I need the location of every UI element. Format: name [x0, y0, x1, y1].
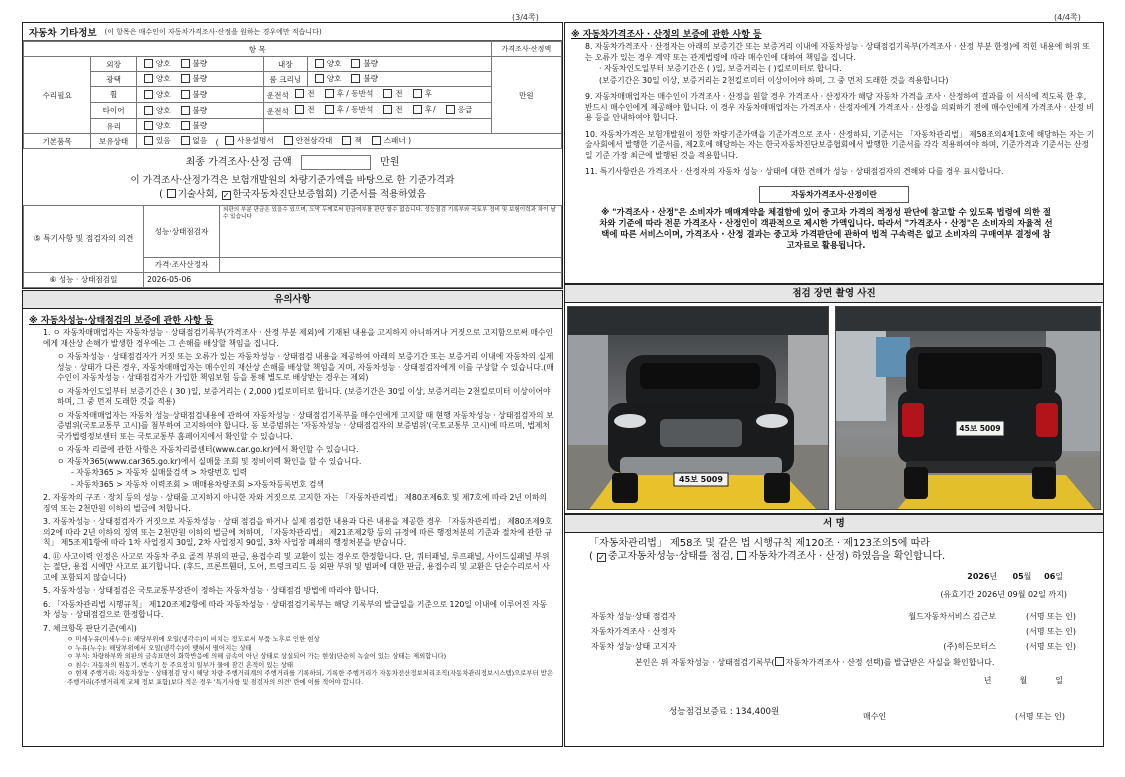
note-item: ㅇ 자동차매매업자는 자동차 성능·상태점검내용에 관하여 자동차성능 · 상태점검기록부를 매수인에게 고지할 때 현행 자동차성능 · 상태점검자의 보증범위(국토교통부 고시)를 첨부하여 고지하여야 합니다. 동 보증범위는 '자동차성능 · 상태점검자의 보증범위'(국토교통부 고시)에 따르며, 법제처 국가법령정보센터 또는 국토교통부 홈페이지에서 확인할 수 있습니다.	[57, 410, 554, 441]
tire-p-rear-checkbox[interactable]	[413, 105, 422, 114]
row-label-tire: 타이어	[91, 103, 137, 119]
other-info-panel	[22, 22, 563, 289]
no-label: 없음	[192, 136, 208, 145]
performance-check-label: 중고자동차성능·상태를 점검,	[607, 551, 734, 562]
note-item: 7. 체크항목 판단기준(예시)	[43, 623, 137, 633]
left-page-number: (3/4쪽)	[512, 13, 539, 22]
receipt-day-unit: 일	[1055, 676, 1063, 685]
row-label-room-cleaning: 룸 크리닝	[263, 72, 307, 87]
criteria-item: ㅇ 현재 주행거리: 자동차성능 · 상태점검 당시 해당 차량 주행거리계의 주행거리를 기록하되, 기록한 주행거리가 자동차전산정보처리조직(자동차관리정보시스템)으로부터 받은 주행거리(주행거리계 교체 정보 포함)보다 적은 경우 '특기사항 및 점검자의 의견' 란에 이를 적어야 합니다.	[67, 669, 554, 686]
price-person-signature[interactable]: (서명 또는 인)	[1026, 627, 1076, 636]
column-price-header: 가격조사·산정액	[491, 42, 561, 57]
basic-items-label: 기본품목	[24, 134, 91, 149]
note-item: 4. ⑪ 사고이력 인정은 사고로 자동차 주요 골격 부위의 판금, 용접수리 및 교환이 있는 경우로 한정합니다. 단, 쿼터패널, 루프패널, 사이드실패널 부위는 절단, 용접 시에만 사고로 표기합니다. (후드, 프론트휀더, 도어, 트렁크리드 등 외판 부위 및 범퍼에 대한 판금, 용접수리 및 교환은 단순수리로서 사고에 포함되지 않습니다)	[43, 551, 550, 582]
spanner-checkbox[interactable]	[372, 136, 381, 145]
notifier-signature[interactable]: (서명 또는 인)	[1026, 642, 1076, 651]
receipt-month-unit: 월	[1019, 676, 1028, 685]
good-label: 양호	[155, 89, 171, 99]
license-plate-front: 45보 5009	[679, 475, 723, 484]
row-label-interior: 내장	[263, 57, 307, 72]
notifier-name: (주)히든모터스	[943, 642, 996, 651]
notes-section-title: ※ 자동차성능·상태점검의 보증에 관한 사항 등	[29, 316, 214, 326]
good-label: 양호	[326, 74, 342, 83]
column-item-header: 항 목	[24, 42, 492, 57]
rear-passenger-label: 후 / 동반석	[336, 89, 374, 98]
criteria-item: ㅇ 침수: 자동차의 원동기, 변속기 등 주요장치 일부가 물에 잠긴 흔적이 있는 상태	[67, 660, 294, 669]
front-label: 전	[395, 105, 403, 114]
price-check-label: 자동차가격조사 · 산정) 하였음을 확인합니다.	[748, 551, 946, 562]
inspector-signature[interactable]: (서명 또는 인)	[1026, 612, 1076, 621]
repair-needed-label: 수리필요	[24, 57, 91, 134]
basis-line-1: 이 가격조사·산정가격은 보험개발원의 차량기준가액을 바탕으로 한 기준가격과	[130, 174, 455, 186]
signers	[591, 609, 1081, 654]
signature-panel	[564, 514, 1104, 747]
price-note-item: 11. 특기사항란은 가격조사 · 산정자의 자동차 성능 · 상태에 대한 견해가 성능 · 상태점검자의 견해와 다를 경우 표시합니다.	[585, 167, 1004, 176]
receipt-date	[984, 675, 1063, 686]
bad-label: 불량	[192, 59, 208, 68]
emergency-label: 응급	[457, 105, 473, 114]
price-checker-note	[220, 257, 562, 272]
note-item: - 자동차365 > 자동차 실매물검색 > 차량번호 입력	[71, 468, 248, 477]
validity-period: (유효기간 2026년 09월 02일 까지)	[940, 590, 1067, 599]
inspection-date-label: ⑥ 성능 · 상태점검일	[24, 272, 144, 287]
price-note-item: (보증기간은 30일 이상, 보증거리는 2천킬로미터 이상이어야 하며, 그 중 먼저 도래한 것을 적용합니다)	[599, 75, 949, 85]
final-price-row	[23, 153, 562, 170]
signer-row	[591, 639, 1081, 654]
yes-label: 있음	[155, 136, 171, 145]
receipt-text-b: 자동차가격조사 · 산정 선택)를 발급받은 사실을 확인합니다.	[785, 658, 995, 667]
year-unit: 년	[989, 572, 998, 581]
note-item: 3. 자동차성능 · 상태점검자가 거짓으로 자동차성능 · 상태 점검을 하거나 실제 점검한 내용과 다른 내용을 제공한 경우 「자동차관리법」 제80조제9호의2에 따라 2년 이하의 징역 또는 2천만원 이하의 벌금에 처하며, 「자동차관리법」 제21조제2항 등의 규정에 따른 행정처분의 기준과 절차에 관한 규칙」 제5조제1항에 따라 1차 사업정지 30일, 2차 사업정지 90일, 3차 사업장 폐쇄의 행정처분을 받습니다.	[43, 517, 553, 547]
signature-paren: (	[589, 551, 593, 562]
license-plate-rear: 45보 5009	[959, 424, 1001, 433]
interior-bad-checkbox[interactable]	[351, 59, 360, 68]
kept-status-label: 보유상태	[91, 134, 137, 149]
note-item: ㅇ 자동차인도일부터 보증기간은 ( 30 )일, 보증거리는 ( 2,000 )킬로미터로 합니다. (보증기간은 30일 이상, 보증거리는 2천킬로미터 이상이어야 하며, 그 중 먼저 도래한 것을 적용)	[57, 386, 551, 406]
wheel-good-checkbox[interactable]	[144, 90, 153, 99]
definition-title: 자동차가격조사·산정이란	[759, 186, 909, 203]
right-page-number: (4/4쪽)	[1054, 13, 1081, 22]
criteria-item: ㅇ 누유(누수): 해당부위에서 오일(냉각수)이 맺혀서 떨어지는 상태	[67, 643, 252, 652]
glass-bad-checkbox[interactable]	[181, 121, 190, 130]
definition-text: ※ "가격조사 · 산정"은 소비자가 매매계약을 체결함에 있어 중고차 가격의 적정성 판단에 참고할 수 있도록 법령에 의한 절차와 기준에 따라 전문 가격조사 · 산정인이 객관적으로 제시한 가액입니다. 따라서 "가격조사 · 산정"은 소비자의 자율적 선택에 따른 서비스이며, 가격조사 · 산정 결과는 중고차 가격판단에 관하여 법적 구속력은 없고 소비자의 구매여부 결정에 참고자료로 활용됩니다.	[599, 206, 1053, 250]
wheel-p-front-checkbox[interactable]	[383, 89, 392, 98]
cleaning-bad-checkbox[interactable]	[351, 74, 360, 83]
note-item: - 자동차365 > 자동차 이력조회 > 매매용차량조회 >자동차등록번호 검색	[71, 479, 324, 489]
date-month: 05	[1012, 572, 1024, 581]
note-item: ㅇ 자동차365(www.car365.go.kr)에서 실매물 조회 및 정비이력 확인을 할 수 있습니다.	[57, 456, 362, 466]
gloss-bad-checkbox[interactable]	[181, 74, 190, 83]
driver-seat-label: 운전석	[266, 91, 289, 100]
back-label: 후	[424, 89, 432, 98]
price-notes-list	[565, 42, 1103, 178]
note-item: ㅇ 자동차 리콜에 관한 사항은 자동차리콜센터(www.car.go.kr)에서 확인할 수 있습니다.	[57, 445, 359, 454]
notes-band-title: 유의사항	[23, 291, 562, 309]
receipt-price-checkbox[interactable]	[775, 657, 784, 666]
kada-checkbox[interactable]: ✓	[222, 190, 230, 200]
tire-emergency-checkbox[interactable]	[446, 105, 455, 114]
basis-paren: (	[159, 188, 163, 200]
criteria-list	[23, 635, 562, 686]
wheel-front-checkbox[interactable]	[295, 89, 304, 98]
jack-checkbox[interactable]	[342, 136, 351, 145]
front-label: 전	[307, 105, 315, 114]
bad-label: 불량	[192, 74, 208, 83]
special-notes-table	[23, 205, 562, 288]
price-checker-label: 가격·조사산정자	[144, 257, 220, 272]
gloss-good-checkbox[interactable]	[144, 74, 153, 83]
month-unit: 월	[1023, 572, 1032, 581]
receipt-year-unit: 년	[983, 676, 992, 685]
signature-date	[967, 571, 1063, 582]
won-unit: 만원	[491, 57, 561, 134]
special-notes-label: ⑤ 특기사항 및 점검자의 의견	[24, 205, 144, 272]
exterior-bad-checkbox[interactable]	[181, 59, 190, 68]
date-year: 2026	[967, 572, 990, 581]
kada-label: 한국자동차진단보증협회) 기준서를 적용하였음	[232, 188, 426, 200]
tire-good-checkbox[interactable]	[144, 106, 153, 115]
manual-label: 사용설명서	[237, 136, 274, 145]
receipt-statement	[635, 657, 994, 668]
price-note-item: 8. 자동차가격조사 · 산정자는 아래의 보증기간 또는 보증거리 이내에 자동차성능 · 상태점검기록부(가격조사 · 산정 부분 한정)에 적힌 내용에 허위 또는 오류가 있는 경우 계약 또는 관계법령에 따라 매수인에 대하여 책임을 집니다.	[585, 42, 1090, 62]
price-warranty-panel	[564, 22, 1104, 284]
glass-good-checkbox[interactable]	[144, 121, 153, 130]
good-label: 양호	[155, 121, 171, 130]
inspector-label: 자동차 성능·상태 점검자	[591, 612, 676, 621]
row-label-glass: 유리	[91, 119, 137, 134]
signature-statement	[565, 533, 1103, 563]
perf-inspector-note: 외판의 부분 판금은 있을수 있으며, 도막 두께로써 판금여부를 판단 할수 없습니다. 성능점검 기록부와 국토부 정비 및 보험이력과 차이 날수 있습니다	[220, 205, 562, 257]
row-label-gloss: 광택	[91, 72, 137, 87]
bad-label: 불량	[363, 59, 379, 68]
inspector-name: 월드자동차서비스 김근보	[908, 612, 996, 621]
signature-line-1: 「자동차관리법」 제58조 및 같은 법 시행규칙 제120조 · 제123조의5에 따라	[589, 538, 930, 549]
price-note-item: · 자동차인도일부터 보증기간은 ( )일, 보증거리는 ( )킬로미터로 합니다.	[599, 64, 842, 73]
row-label-wheel: 휠	[91, 87, 137, 103]
wheel-rear-checkbox[interactable]	[325, 89, 334, 98]
note-item: 1. ㅇ 자동차매매업자는 자동차성능 · 상태점검기록부(가격조사 · 산정 부분 제외)에 기재된 내용을 고지하지 아니하거나 거짓으로 고지함으로써 매수인에게 재산상 손해가 발생한 경우에는 그 손해를 배상할 책임을 집니다.	[43, 328, 554, 348]
inspection-photo-rear	[835, 306, 1101, 510]
spanner-label: 스패너 )	[383, 136, 412, 145]
other-info-table: 항 목 가격조사·산정액 수리필요 외장 양호 불량 내장 양호 불량 만원 광택 양호 불량 룸 크리닝 양호 불량 휠 양호 불량 운전석 전 후 / 동반석 전 후 타이어 양호 불량 운전석 전 후 / 동반석 전 후 / 응급 유리 양호 불량 기본품목 보유상태 있음 없음 ( 사용설명서 안전삼각대 잭 스패너 )	[23, 41, 562, 149]
front-label: 전	[395, 89, 403, 98]
cleaning-good-checkbox[interactable]	[315, 74, 324, 83]
price-note-item: 10. 자동차가격은 보험개발원이 정한 차량기준가액을 기준가격으로 조사 · 산정하되, 기준서는 「자동차관리법」 제58조의4제1호에 해당하는 자는 기술사회에서 발행한 기준서를, 제2호에 해당하는 자는 한국자동차진단보증협회에서 발행한 기준서를 각각 적용하여야 하며, 기준가격과 기준서는 산정일 기준 가장 최근에 발행된 것을 적용합니다.	[585, 129, 1095, 160]
notes-panel	[22, 290, 563, 747]
back-label: 후	[424, 105, 432, 114]
bad-label: 불량	[192, 105, 208, 115]
price-section-title: ※ 자동차가격조사 · 산정의 보증에 관한 사항 등	[571, 30, 762, 40]
basis-statement	[23, 174, 562, 202]
bad-label: 불량	[363, 74, 379, 83]
row-label-exterior: 외장	[91, 57, 137, 72]
good-label: 양호	[155, 105, 171, 115]
signer-row	[591, 624, 1081, 639]
buyer-label: 매수인	[863, 712, 887, 721]
driver-seat-label: 운전석	[266, 107, 289, 116]
triangle-checkbox[interactable]	[284, 136, 293, 145]
items-yes-checkbox[interactable]	[144, 136, 153, 145]
notifier-label: 자동차 성능·상태 고지자	[591, 642, 676, 651]
wheel-p-rear-checkbox[interactable]	[413, 89, 422, 98]
other-info-title: 자동차 기타정보	[29, 27, 97, 39]
interior-good-checkbox[interactable]	[315, 59, 324, 68]
notes-list	[23, 328, 562, 634]
bad-label: 불량	[192, 89, 208, 99]
inspection-photo-front	[567, 306, 829, 510]
warranty-fee: 성능점검보증료 : 134,400원	[669, 707, 780, 717]
criteria-item: ㅇ 미세누유(미세누수): 해당부위에 오일(냉각수)이 비치는 정도로서 부품 노후로 인한 현상	[67, 635, 320, 643]
note-item: ㅇ 자동차성능 · 상태점검자가 거짓 또는 오류가 있는 자동차성능 · 상태점검 내용을 제공하여 아래의 보증기간 또는 보증거리 이내에 자동차의 실제 성능 · 상태가 다른 경우, 자동차매매업자는 매수인의 재산상 손해를 배상할 책임을 지며, 자동차성능 · 상태점검자에게 이를 구상할 수 있습니다.(매수인이 자동차성능 · 상태점검자가 가입한 책임보험 등을 통해 별도로 배상받는 경우는 제외)	[57, 352, 554, 382]
tech-society-label: 기술사회,	[177, 188, 218, 200]
price-person-label: 자동차가격조사 · 산정자	[591, 627, 676, 636]
rear-passenger-label: 후 / 동반석	[336, 105, 374, 114]
tire-p-front-checkbox[interactable]	[383, 105, 392, 114]
performance-check-checkbox[interactable]: ✓	[598, 553, 605, 562]
jack-label: 잭	[354, 136, 362, 145]
note-item: 5. 자동차성능 · 상태점검은 국토교통부장관이 정하는 자동차성능 · 상태점검 방법에 따라야 합니다.	[43, 586, 379, 595]
note-item: 2. 자동차의 구조 · 장치 등의 성능 · 상태를 고지하지 아니한 자와 거짓으로 고지한 자는 「자동차관리법」 제80조제6호 및 제7호에 따라 2년 이하의 징역 또는 2천만원 이하의 벌금에 처합니다.	[43, 493, 548, 513]
triangle-label: 안전삼각대	[295, 136, 333, 145]
final-price-unit: 만원	[380, 157, 400, 168]
wheel-bad-checkbox[interactable]	[181, 90, 190, 99]
day-unit: 일	[1055, 572, 1063, 581]
receipt-text-a: 본인은 위 자동차성능 · 상태점검기록부(	[635, 658, 775, 667]
tire-bad-checkbox[interactable]	[181, 106, 190, 115]
manual-checkbox[interactable]	[225, 136, 234, 145]
bad-label: 불량	[192, 121, 208, 130]
front-label: 전	[307, 89, 315, 98]
final-price-label: 최종 가격조사·산정 금액	[185, 157, 292, 168]
final-price-input[interactable]	[301, 155, 371, 170]
price-note-item: 9. 자동차매매업자는 매수인이 가격조사 · 산정을 원할 경우 가격조사 · 산정자가 해당 자동차 가격을 조사 · 산정하여 결과를 이 서식에 적도록 한 후, 반드시 매수인에게 제공해야 합니다. 이 경우 자동차매매업자는 가격조사 · 산정자에게 가격조사 · 산정을 의뢰하기 전에 매수인에게 가격조사 · 산정 비용 등을 안내하여야 합니다.	[585, 92, 1094, 122]
other-info-subtitle: (이 항목은 매수인이 자동차가격조사·산정을 원하는 경우에만 적습니다)	[104, 27, 322, 36]
photo-band-title: 점검 장면 촬영 사진	[565, 285, 1103, 303]
items-no-checkbox[interactable]	[181, 136, 190, 145]
criteria-item: ㅇ 부식: 차량하부와 외판의 금속표면이 화학반응에 의해 금속이 아닌 상태로 상실되어 가는 현상(단순히 녹슬어 있는 상태는 제외합니다)	[67, 652, 447, 660]
signer-row	[591, 609, 1081, 624]
exterior-good-checkbox[interactable]	[144, 59, 153, 68]
date-day: 06	[1044, 572, 1056, 581]
tire-rear-checkbox[interactable]	[325, 105, 334, 114]
good-label: 양호	[326, 59, 342, 68]
good-label: 양호	[155, 74, 171, 83]
note-item: 6. 「자동차관리법 시행규칙」 제120조제2항에 따라 자동차성능 · 상태점검기록부는 해당 기록부의 발급일을 기준으로 120일 이내에 이루어진 자동차 성능 · 상태점검으로 한정합니다.	[43, 599, 548, 619]
inspection-date-value: 2026-05-06	[144, 272, 562, 287]
tire-front-checkbox[interactable]	[295, 105, 304, 114]
tech-society-checkbox[interactable]	[167, 189, 176, 198]
car-rear-photo	[836, 307, 1101, 510]
perf-inspector-label: 성능·상태점검자	[144, 205, 220, 257]
price-check-checkbox[interactable]	[737, 551, 746, 560]
signature-band-title: 서 명	[565, 515, 1103, 533]
buyer-signature[interactable]: (서명 또는 인)	[1015, 712, 1065, 721]
good-label: 양호	[155, 59, 171, 68]
